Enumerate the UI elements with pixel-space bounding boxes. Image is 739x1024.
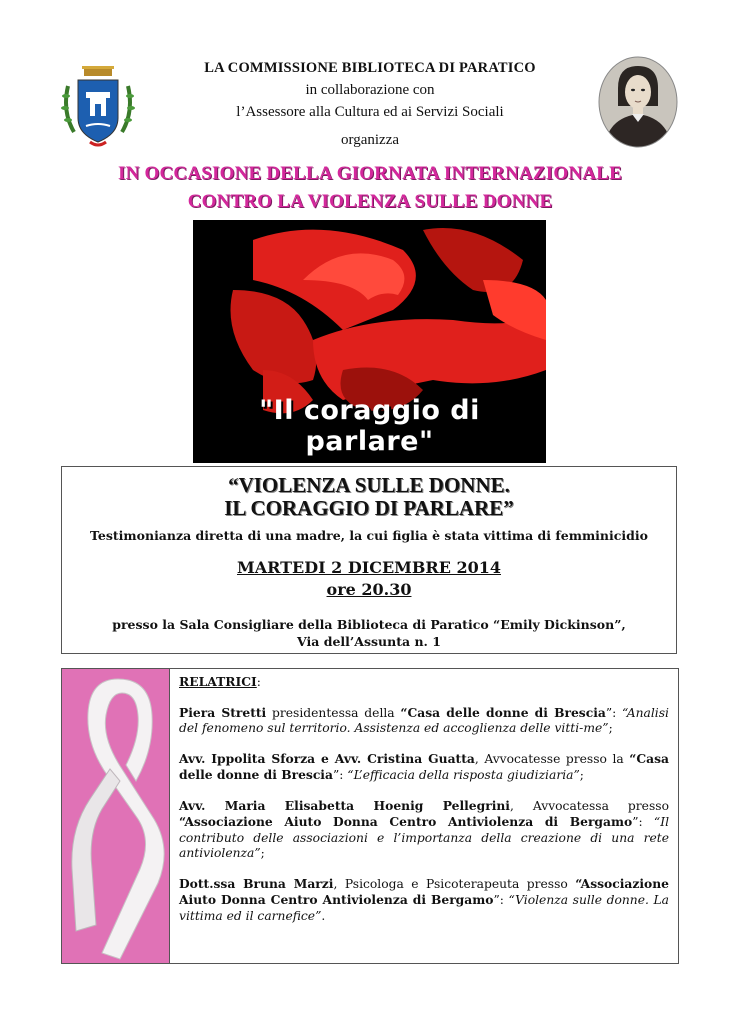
event-title-line1: “VIOLENZA SULLE DONNE. — [228, 473, 510, 497]
speaker-topic: “Il contributo delle associazioni e l’importanza della creazione di una rete antiviolenza” — [179, 815, 669, 860]
assessor-line: l’Assessore alla Cultura ed ai Servizi Sociali — [236, 104, 504, 120]
speaker-end: . — [321, 908, 326, 923]
speaker-separator: ”: — [332, 768, 348, 782]
speaker-topic: “L’efficacia della risposta giudiziaria” — [347, 768, 580, 782]
organizes-line: organizza — [340, 132, 400, 148]
collaboration-line: in collaborazione con — [305, 82, 435, 98]
speaker-role: presidentessa della — [266, 705, 401, 720]
event-venue-line2: Via dell’Assunta n. 1 — [297, 634, 441, 649]
event-title-line2: IL CORAGGIO DI PARLARE” — [224, 496, 514, 520]
speaker-role: , Avvocatessa presso — [509, 798, 669, 813]
speaker-item — [179, 798, 669, 862]
pink-ribbon-panel — [62, 669, 170, 963]
speaker-name: Piera Stretti — [179, 704, 267, 720]
speaker-separator: ”: — [605, 705, 623, 720]
speakers-heading: RELATRICI — [179, 674, 257, 689]
occasion-title-line1: IN OCCASIONE DELLA GIORNATA INTERNAZIONALE — [118, 163, 622, 184]
event-subtitle: Testimonianza diretta di una madre, la cui figlia è stata vittima di femminicidio — [90, 528, 648, 543]
banner-caption: "Il coraggio di parlare" — [259, 395, 480, 457]
speaker-end: ; — [579, 768, 584, 782]
campaign-banner-image — [193, 220, 546, 463]
speaker-organization: “Associazione Aiuto Donna Centro Antiviolenza di Bergamo — [179, 814, 633, 829]
occasion-title-line2: CONTRO LA VIOLENZA SULLE DONNE — [187, 191, 553, 212]
event-venue-line1: presso la Sala Consigliare della Biblioteca di Paratico “Emily Dickinson”, — [112, 617, 626, 632]
speaker-item — [179, 876, 669, 925]
event-details-box — [61, 466, 677, 654]
awareness-ribbon-icon — [62, 669, 169, 963]
event-time: ore 20.30 — [326, 580, 412, 599]
speaker-role: , Psicologa e Psicoterapeuta presso — [333, 876, 576, 891]
speaker-role: , Avvocatesse presso la — [474, 751, 630, 766]
speaker-end: ; — [608, 721, 613, 735]
speaker-separator: ”: — [493, 893, 509, 907]
speaker-separator: ”: — [632, 815, 654, 829]
speakers-heading-row — [179, 674, 669, 691]
speaker-organization: “Casa delle donne di Brescia — [179, 750, 669, 782]
speaker-topic: “Violenza sulle donne. La vittima ed il carnefice” — [179, 893, 669, 923]
speaker-end: ; — [260, 846, 265, 860]
speaker-item — [179, 751, 669, 784]
speakers-list — [170, 669, 678, 963]
emily-dickinson-portrait — [598, 56, 678, 148]
municipal-crest-logo — [60, 62, 136, 150]
speakers-heading-colon: : — [256, 675, 261, 689]
speaker-name: Avv. Ippolita Sforza e Avv. Cristina Guatta — [179, 750, 475, 766]
speaker-item — [179, 705, 669, 737]
speaker-organization: “Casa delle donne di Brescia — [400, 704, 606, 720]
speaker-topic: “Analisi del fenomeno sul territorio. Assistenza ed accoglienza delle vitti-me” — [179, 705, 669, 735]
speaker-organization: “Associazione Aiuto Donna Centro Antiviolenza di Bergamo — [179, 875, 669, 907]
event-date: MARTEDI 2 DICEMBRE 2014 — [237, 558, 501, 577]
speakers-box — [61, 668, 679, 964]
speaker-name: Dott.ssa Bruna Marzi — [179, 875, 334, 891]
organizer-heading: LA COMMISSIONE BIBLIOTECA DI PARATICO — [204, 60, 536, 76]
speaker-name: Avv. Maria Elisabetta Hoenig Pellegrini — [179, 797, 510, 813]
